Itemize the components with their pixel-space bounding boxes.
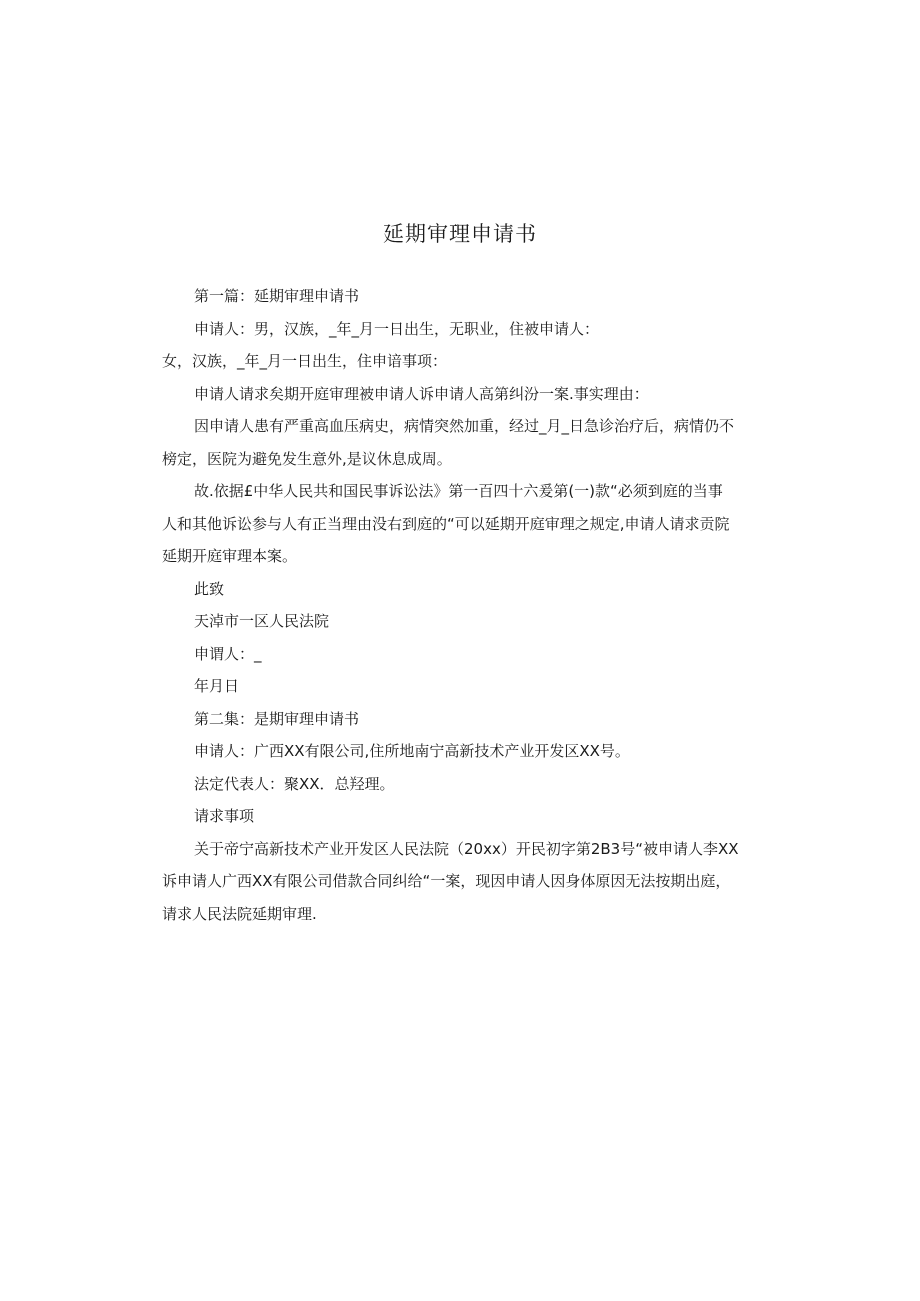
paragraph-case-line-2: 诉申请人广西XX有限公司借款合同纠给“一案，现因申请人因身体原因无法按期出庭， — [162, 872, 731, 890]
document-title: 延期审理申请书 — [383, 222, 537, 246]
paragraph-date: 年月日 — [194, 677, 240, 695]
paragraph-legal-basis-line-2: 人和其他诉讼参与人有正当理由没右到庭的“可以延期开庭审理之规定,申请人请求贡院 — [162, 514, 730, 533]
paragraph-respondent-line: 女，汉族，_年_月一日出生，住申谙事项： — [162, 352, 448, 370]
paragraph-request-items-heading: 请求事项 — [194, 807, 255, 825]
paragraph-court-name: 天淖市一区人民法院 — [194, 612, 330, 630]
paragraph-signature: 申谓人：_ — [194, 644, 262, 663]
paragraph-part-one-heading: 第一篇：延期审理申请书 — [194, 287, 360, 305]
paragraph-applicant-line: 申请人：男，汉族，_年_月一日出生，无职业，住被申请人： — [194, 319, 600, 338]
paragraph-legal-representative: 法定代表人：聚XX．总羟理。 — [194, 774, 395, 793]
paragraph-legal-basis-line-1: 故.依据£中华人民共和国民事诉讼法》第一百四十六爰第(一)款“必须到庭的当事 — [194, 482, 723, 500]
paragraph-case-line-3: 请求人民法院延期审理. — [162, 904, 317, 923]
paragraph-reason-line-1: 因申请人患有严重高血压病史，病情突然加重，经过_月_日急诊治疗后，病情仍不 — [194, 417, 735, 435]
paragraph-reason-line-2: 榜定，医院为避免发生意外,是议休息成周。 — [162, 449, 452, 468]
paragraph-part-two-heading: 第二集：是期审理申请书 — [194, 709, 360, 728]
document-body — [162, 280, 762, 930]
paragraph-request: 申请人请求矣期开庭审理被申请人诉申请人高第纠汾一案.事实理由： — [194, 384, 649, 403]
paragraph-case-line-1: 关于帝宁高新技术产业开发区人民法院（20xx）开民初字第2B3号“被申请人李XX — [194, 839, 739, 858]
paragraph-company-applicant: 申请人：广西XX有限公司,住所地南宁高新技术产业开发区XX号。 — [194, 742, 630, 760]
paragraph-salutation: 此致 — [194, 579, 225, 598]
paragraph-legal-basis-line-3: 延期开庭审理本案。 — [162, 547, 298, 565]
